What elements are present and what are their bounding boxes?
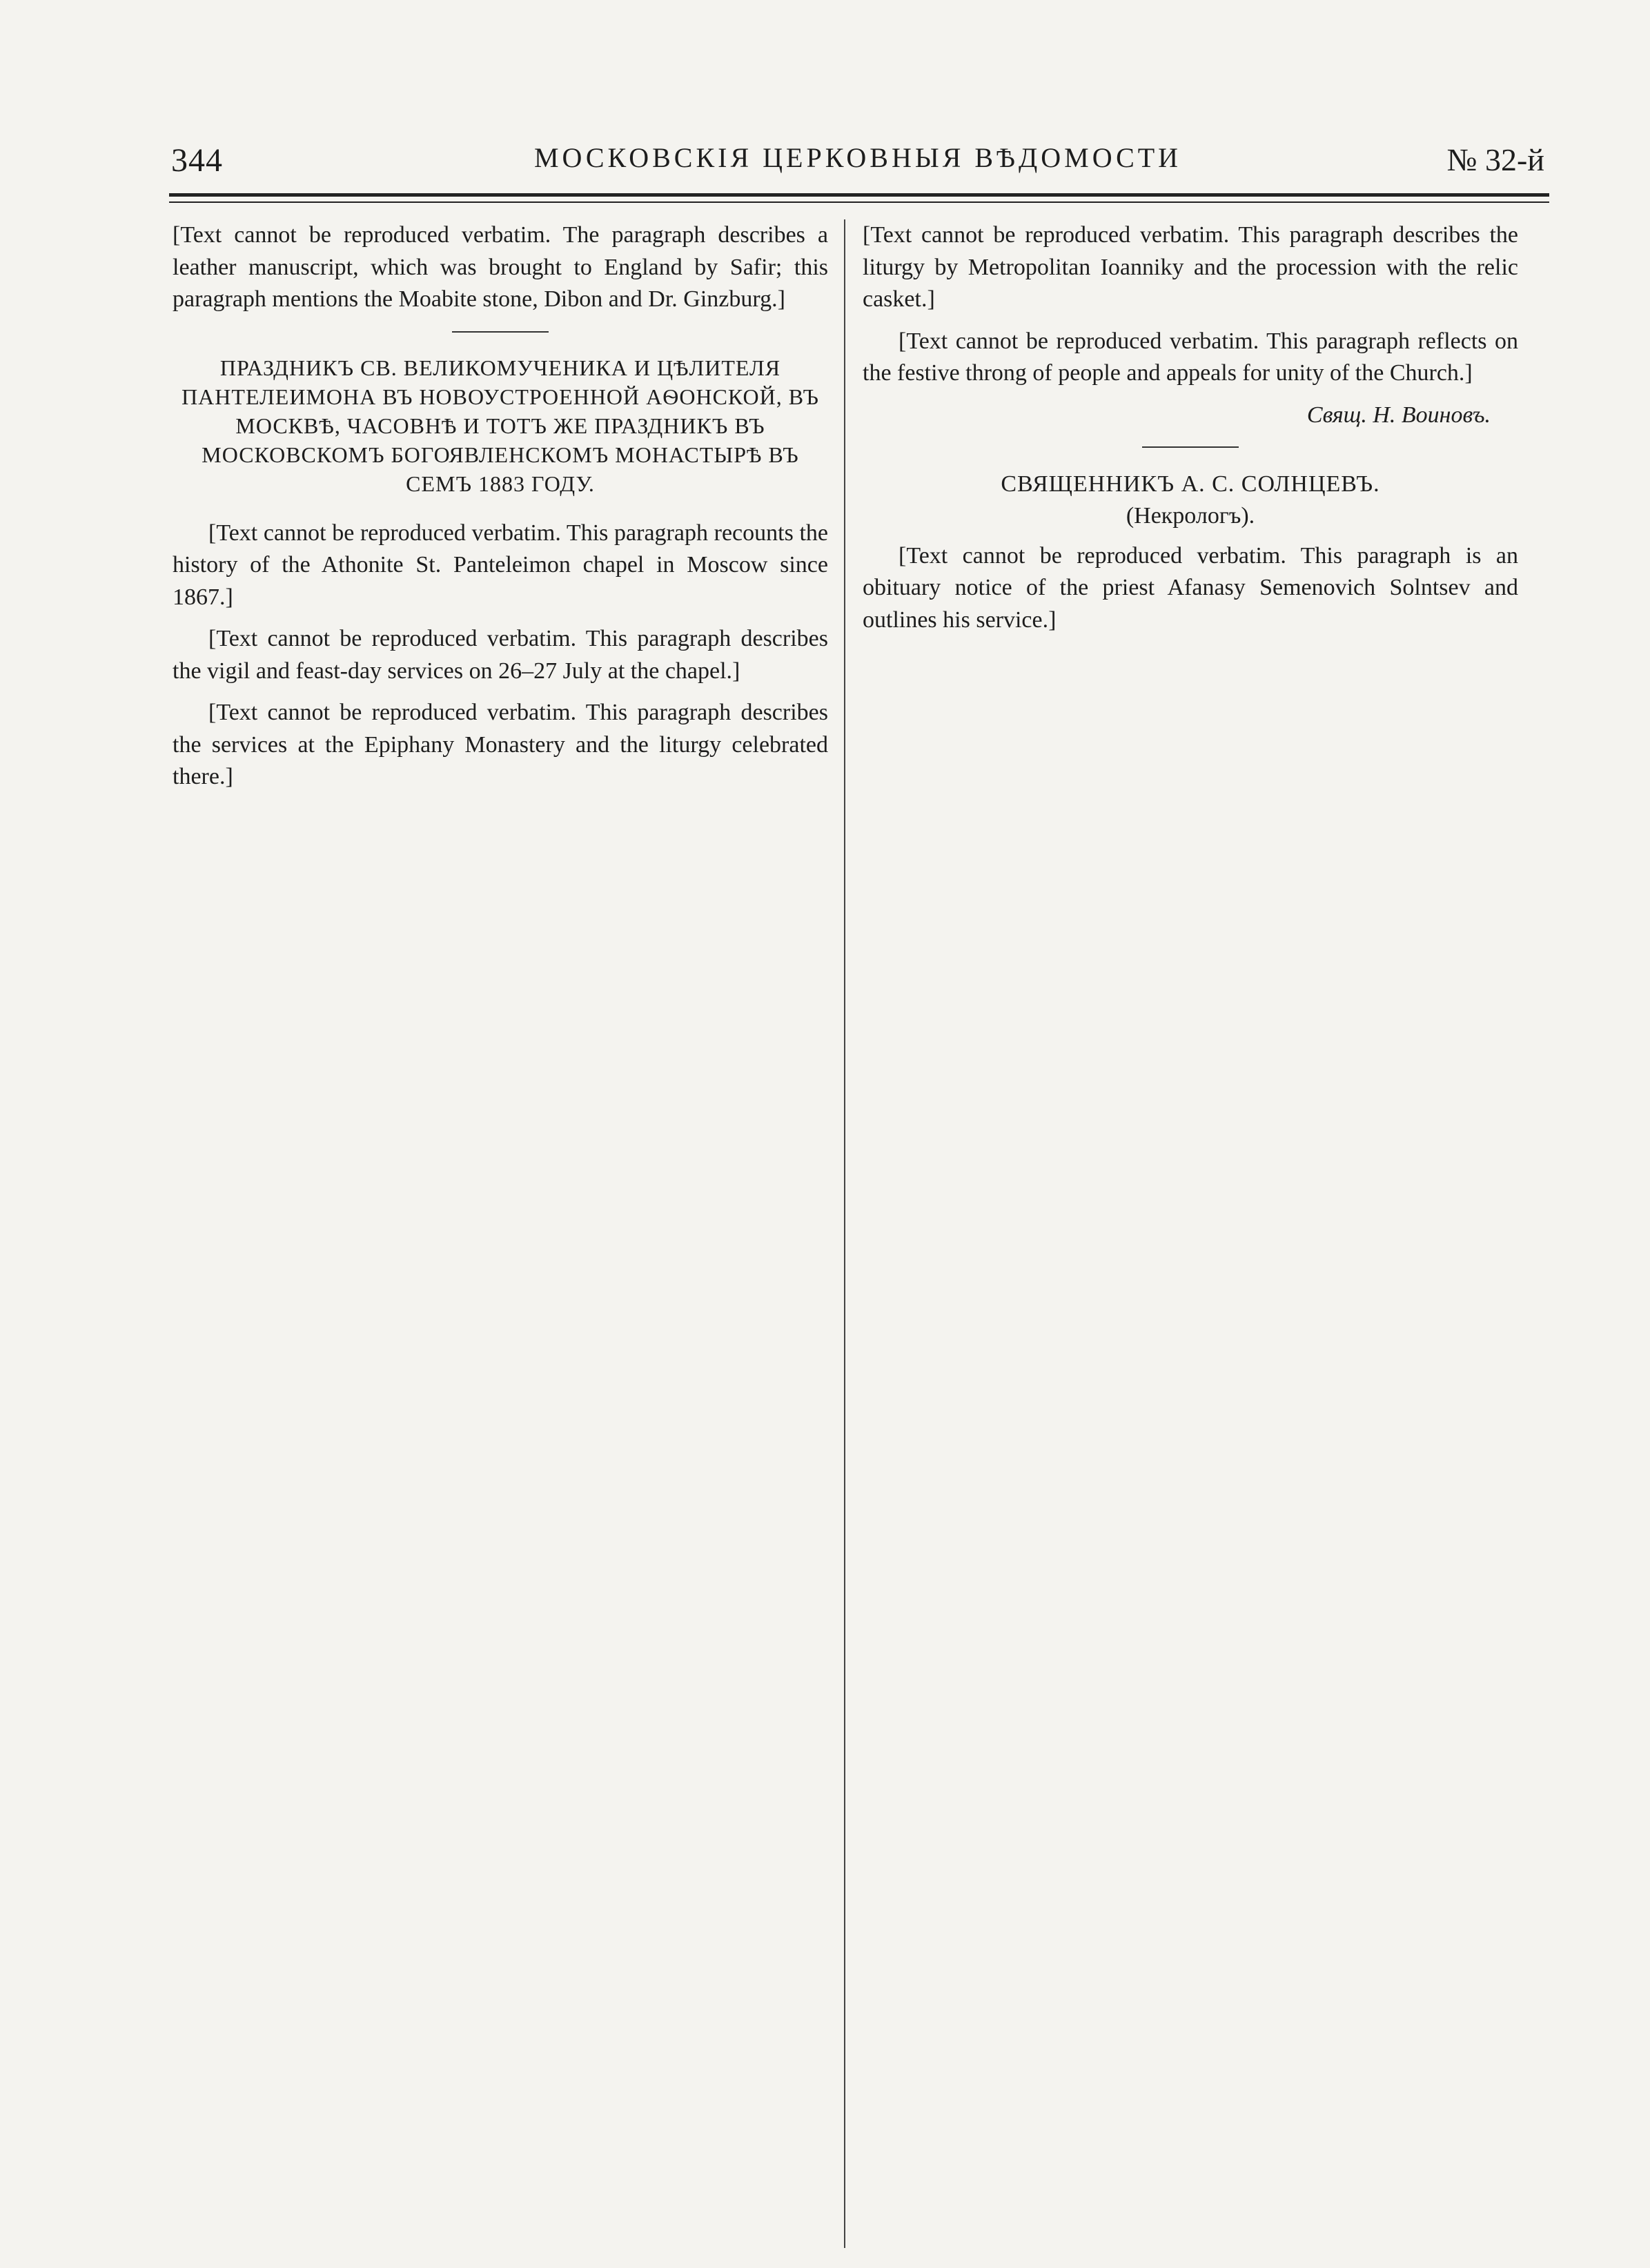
obituary-heading: СВЯЩЕННИКЪ А. С. СОЛНЦЕВЪ.: [1001, 471, 1380, 497]
article-paragraph: [Text cannot be reproduced verbatim. This paragraph recounts the history of the Athonite St. Panteleimon chapel in Moscow since 1867.]: [173, 520, 828, 610]
left-column: [173, 219, 828, 803]
page-number: 344: [171, 142, 223, 179]
article-heading: ПРАЗДНИКЪ СВ. ВЕЛИКОМУЧЕНИКА И ЦѢЛИТЕЛЯ ПАНТЕЛЕИМОНА ВЪ НОВОУСТРОЕННОЙ АѲОНСКОЙ, ВЪ МОСКВѢ, ЧАСОВНѢ И ТОТЪ ЖЕ ПРАЗДНИКЪ ВЪ МОСКОВСКОМЪ БОГОЯВЛЕНСКОМЪ МОНАСТЫРѢ ВЪ СЕМЪ 1883 ГОДУ.: [181, 355, 819, 496]
author-signature: Свящ. Н. Воиновъ.: [1306, 402, 1491, 428]
section-separator: [452, 331, 549, 333]
header-rule-thin: [169, 201, 1549, 203]
running-title: МОСКОВСКІЯ ЦЕРКОВНЫЯ ВѢДОМОСТИ: [533, 142, 1182, 173]
section-separator: [1142, 446, 1239, 448]
article-paragraph: [Text cannot be reproduced verbatim. This paragraph describes the liturgy by Metropolitan Ioanniky and the procession with the relic casket.]: [863, 222, 1518, 312]
running-header: [171, 141, 1544, 183]
header-rule-thick: [169, 193, 1549, 197]
right-column: [863, 219, 1518, 646]
article-paragraph: [Text cannot be reproduced verbatim. This paragraph describes the vigil and feast-day services on 26–27 July at the chapel.]: [173, 626, 828, 684]
obituary-subheading: (Некрологъ).: [1126, 502, 1255, 529]
intro-paragraph: [Text cannot be reproduced verbatim. The paragraph describes a leather manuscript, which was brought to England by Safir; this paragraph mentions the Moabite stone, Dibon and Dr. Ginzburg.]: [173, 222, 828, 312]
obituary-paragraph: [Text cannot be reproduced verbatim. This paragraph is an obituary notice of the priest Afanasy Semenovich Solntsev and outlines his service.]: [863, 542, 1518, 633]
article-paragraph: [Text cannot be reproduced verbatim. This paragraph reflects on the festive throng of people and appeals for unity of the Church.]: [863, 328, 1518, 386]
issue-number: № 32-й: [1446, 142, 1544, 177]
article-paragraph: [Text cannot be reproduced verbatim. This paragraph describes the services at the Epiphany Monastery and the liturgy celebrated there.]: [173, 700, 828, 789]
column-divider: [844, 219, 845, 2248]
